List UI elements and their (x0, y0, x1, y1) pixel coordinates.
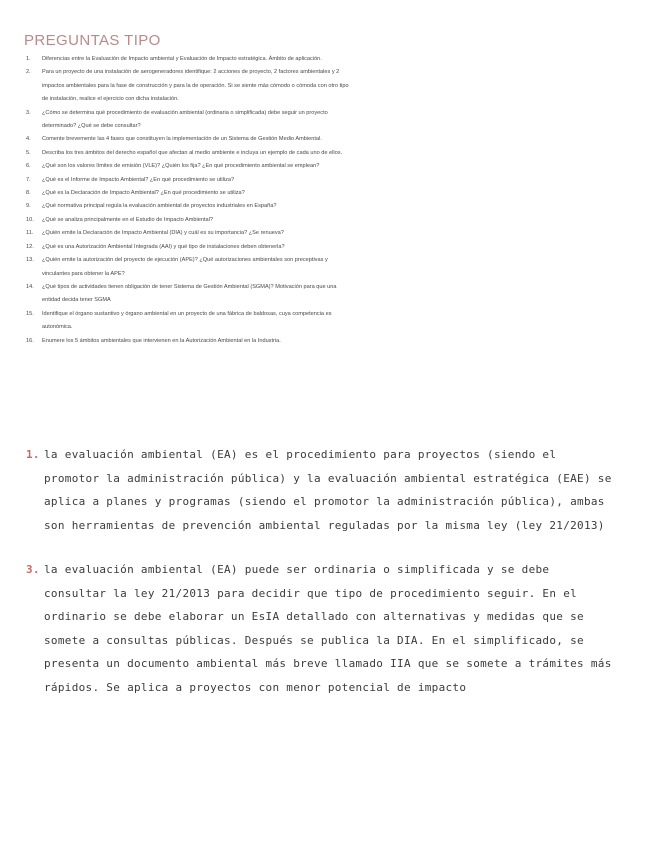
questions-list (26, 53, 356, 348)
question-text: ¿Qué es una Autorización Ambiental Integrada (AAI) y qué tipo de instalaciones deben obtenerla? (42, 243, 285, 250)
question-item (26, 227, 356, 240)
question-number: 3. (26, 109, 31, 116)
answer-number: 3. (26, 563, 40, 576)
question-item (26, 241, 356, 254)
question-item (26, 147, 356, 160)
question-number: 12. (26, 243, 34, 250)
answer-block (26, 558, 616, 699)
question-item (26, 308, 356, 335)
question-number: 2. (26, 69, 31, 76)
question-item (26, 133, 356, 146)
question-text: ¿Qué normativa principal regula la evaluación ambiental de proyectos industriales en España? (42, 203, 277, 210)
question-text: Enumere los 5 ámbitos ambientales que intervienen en la Autorización Ambiental en la Industria. (42, 337, 281, 344)
question-number: 8. (26, 190, 31, 197)
question-text: Comente brevemente las 4 fases que constituyen la implementación de un Sistema de Gestión Medio Ambiental. (42, 136, 322, 143)
question-item (26, 214, 356, 227)
question-item (26, 160, 356, 173)
question-text: ¿Cómo se determina qué procedimiento de evaluación ambiental (ordinaria o simplificada) debe seguir un proyecto determinado? ¿Qué se debe consultar? (42, 109, 328, 130)
page-title: PREGUNTAS TIPO (24, 32, 161, 49)
question-number: 4. (26, 136, 31, 143)
question-number: 9. (26, 203, 31, 210)
question-text: ¿Qué se analiza principalmente en el Estudio de Impacto Ambiental? (42, 216, 214, 223)
question-text: Identifique el órgano sustantivo y órgano ambiental en un proyecto de una fábrica de baldosas, cuya competencia es autonómica. (42, 310, 332, 331)
question-number: 14. (26, 283, 34, 290)
answer-text: la evaluación ambiental (EA) es el procedimiento para proyectos (siendo el promotor la administración pública) y la evaluación ambiental estratégica (EAE) se aplica a planes y programas (siendo el promotor la administración pública), ambas son herramientas de prevención ambiental reguladas por la misma ley (ley 21/2013) (44, 448, 612, 532)
question-text: ¿Quién emite la autorización del proyecto de ejecución (APE)? ¿Qué autorizaciones ambientales son preceptivas y vinculantes para obtener la APE? (42, 257, 328, 277)
question-item (26, 107, 356, 134)
question-item (26, 281, 356, 308)
question-number: 10. (26, 216, 34, 223)
question-text: ¿Quién emite la Declaración de Impacto Ambiental (DIA) y cuál es su importancia? ¿Se renueva? (42, 230, 284, 237)
question-number: 13. (26, 257, 34, 264)
question-number: 5. (26, 149, 31, 156)
question-number: 1. (26, 56, 31, 62)
question-number: 6. (26, 163, 31, 170)
answer-text: la evaluación ambiental (EA) puede ser ordinaria o simplificada y se debe consultar la ley 21/2013 para decidir que tipo de procedimiento seguir. En el ordinario se debe elaborar un EsIA detallado con alternativas y medidas que se somete a consultas públicas. Después se publica la DIA. En el simplificado, se presenta un documento ambiental más breve llamado IIA que se somete a trámites más rápidos. Se aplica a proyectos con menor potencial de impacto (44, 563, 612, 694)
question-text: Diferencias entre la Evaluación de Impacto ambiental y Evaluación de Impacto estratégica. Ámbito de aplicación. (42, 56, 322, 62)
answer-block (26, 443, 616, 537)
question-item (26, 66, 356, 106)
answers-section (26, 443, 616, 699)
question-text: Para un proyecto de una instalación de aerogeneradores identifique: 2 acciones de proyecto, 2 factores ambientales y 2 impactos ambientales para la fase de construcción y para la de operación. Si se siente más cómodo o cómoda con otro tipo de instalación, realice el ejercicio con dicha instalación. (42, 69, 349, 103)
question-text: ¿Qué son los valores límites de emisión (VLE)? ¿Quién los fija? ¿En qué procedimiento ambiental se emplean? (42, 163, 320, 170)
question-item (26, 335, 356, 348)
question-item (26, 53, 356, 66)
question-item (26, 254, 356, 281)
question-text: ¿Qué tipos de actividades tienen obligación de tener Sistema de Gestión Ambiental (SGMA)? Motivación para que una entidad decida tener SGMA (42, 283, 337, 304)
question-number: 15. (26, 310, 34, 317)
question-item (26, 200, 356, 213)
question-number: 7. (26, 176, 31, 183)
question-number: 16. (26, 337, 34, 344)
answer-number: 1. (26, 448, 40, 461)
question-text: ¿Qué es la Declaración de Impacto Ambiental? ¿En qué procedimiento se utiliza? (42, 190, 245, 197)
question-item (26, 187, 356, 200)
question-item (26, 174, 356, 187)
question-text: Describa los tres ámbitos del derecho español que afectan al medio ambiente e incluya un ejemplo de cada uno de ellos. (42, 149, 343, 156)
question-number: 11. (26, 230, 34, 237)
question-text: ¿Qué es el Informe de Impacto Ambiental? ¿En qué procedimiento se utiliza? (42, 176, 235, 183)
